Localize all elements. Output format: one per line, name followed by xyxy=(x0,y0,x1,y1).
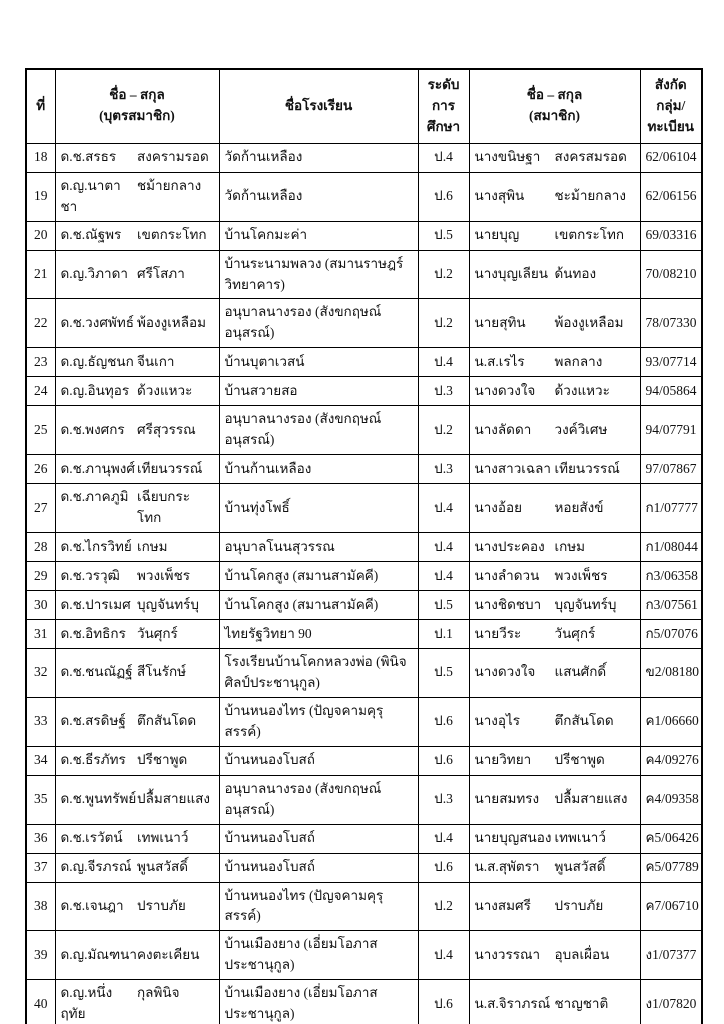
registration-number-cell: 78/07330 xyxy=(640,299,702,348)
member-name-cell xyxy=(469,299,640,348)
header-row xyxy=(26,69,702,143)
school-name-cell: อนุบาลนางรอง (สังขกฤษณ์อนุสรณ์) xyxy=(219,299,418,348)
table-row xyxy=(26,980,702,1024)
member-first-name: นางอ้อย xyxy=(474,499,523,515)
child-name-cell xyxy=(55,619,219,648)
member-name-cell xyxy=(469,348,640,377)
member-first-name: นายสุทิน xyxy=(474,314,526,330)
child-first-name: ด.ญ.ธัญชนก xyxy=(60,353,134,369)
child-name-cell xyxy=(55,250,219,299)
school-name-cell: อนุบาลนางรอง (สังขกฤษณ์อนุสรณ์) xyxy=(219,406,418,455)
child-first-name: ด.ช.ธีรภัทร xyxy=(60,752,126,768)
child-first-name: ด.ช.ณัฐพร xyxy=(60,227,122,243)
registration-number-cell: 70/08210 xyxy=(640,250,702,299)
registration-number-cell: ก3/06358 xyxy=(640,561,702,590)
child-name-cell xyxy=(55,484,219,533)
member-first-name: นางสุพิน xyxy=(474,188,525,204)
school-name-cell: วัดก้านเหลือง xyxy=(219,143,418,172)
child-first-name: ด.ช.วงศพัทธ์ xyxy=(60,314,134,330)
education-level-cell: ป.2 xyxy=(418,250,469,299)
table-row xyxy=(26,143,702,172)
table-row xyxy=(26,697,702,746)
education-level-cell: ป.3 xyxy=(418,377,469,406)
school-name-cell: บ้านโคกสูง (สมานสามัคคี) xyxy=(219,561,418,590)
school-name-cell: บ้านหนองโบสถ์ xyxy=(219,746,418,775)
child-last-name: พวงเพ็ชร xyxy=(137,567,190,583)
table-row xyxy=(26,882,702,931)
school-name-cell: อนุบาลโนนสุวรรณ xyxy=(219,532,418,561)
child-last-name: พ้องงูเหลือม xyxy=(137,314,206,330)
child-first-name: ด.ญ.หนึ่งฤทัย xyxy=(60,985,113,1022)
row-number-cell: 27 xyxy=(26,484,55,533)
member-name-cell xyxy=(469,590,640,619)
child-name-cell xyxy=(55,221,219,250)
school-name-cell: บ้านเมืองยาง (เอี่ยมโอภาสประชานุกูล) xyxy=(219,980,418,1024)
table-row xyxy=(26,931,702,980)
table-row xyxy=(26,824,702,853)
child-first-name: ด.ช.พงศกร xyxy=(60,421,125,437)
registration-number-cell: 97/07867 xyxy=(640,455,702,484)
education-level-cell: ป.3 xyxy=(418,455,469,484)
school-name-cell: บ้านก้านเหลือง xyxy=(219,455,418,484)
child-first-name: ด.ช.สรธร xyxy=(60,149,117,165)
table-row xyxy=(26,348,702,377)
registration-number-cell: ก5/07076 xyxy=(640,619,702,648)
child-last-name: ศรีโสภา xyxy=(137,266,185,282)
row-number-cell: 38 xyxy=(26,882,55,931)
member-last-name: หอยสังข์ xyxy=(554,499,604,515)
education-level-cell: ป.6 xyxy=(418,980,469,1024)
member-name-cell xyxy=(469,775,640,824)
header-member-name-line2: (สมาชิก) xyxy=(528,108,581,124)
education-level-cell: ป.4 xyxy=(418,931,469,980)
child-last-name: ศรีสุวรรณ xyxy=(137,421,196,437)
registration-number-cell: 62/06104 xyxy=(640,143,702,172)
table-row xyxy=(26,532,702,561)
member-last-name: เทียนวรรณ์ xyxy=(554,460,620,476)
school-name-cell: บ้านโคกสูง (สมานสามัคคี) xyxy=(219,590,418,619)
row-number-cell: 29 xyxy=(26,561,55,590)
member-last-name: ชาญชาติ xyxy=(554,995,609,1011)
child-first-name: ด.ช.วรวุฒิ xyxy=(60,567,120,583)
table-row xyxy=(26,853,702,882)
education-level-cell: ป.5 xyxy=(418,648,469,697)
education-level-cell: ป.4 xyxy=(418,143,469,172)
child-last-name: ด้วงแหวะ xyxy=(137,382,193,398)
table-row xyxy=(26,484,702,533)
child-first-name: ด.ญ.จีรภรณ์ xyxy=(60,859,132,875)
registration-number-cell: ค4/09358 xyxy=(640,775,702,824)
education-level-cell: ป.2 xyxy=(418,406,469,455)
registration-number-cell: ค4/09276 xyxy=(640,746,702,775)
child-name-cell xyxy=(55,377,219,406)
row-number-cell: 39 xyxy=(26,931,55,980)
header-registration xyxy=(640,69,702,143)
header-level-line2: การศึกษา xyxy=(426,97,461,134)
member-last-name: อุบลเผื่อน xyxy=(554,946,610,962)
child-last-name: ปลื้มสายแสง xyxy=(137,791,211,807)
member-first-name: นายวิทยา xyxy=(474,752,532,768)
education-level-cell: ป.4 xyxy=(418,484,469,533)
child-name-cell xyxy=(55,172,219,221)
member-name-cell xyxy=(469,172,640,221)
table-row xyxy=(26,746,702,775)
header-member-name-line1: ชื่อ – สกุล xyxy=(526,87,583,103)
member-first-name: นางลัดดา xyxy=(474,421,532,437)
row-number-cell: 33 xyxy=(26,697,55,746)
header-no: ที่ xyxy=(26,69,55,143)
member-name-cell xyxy=(469,648,640,697)
member-name-cell xyxy=(469,931,640,980)
member-first-name: นางดวงใจ xyxy=(474,664,536,680)
member-name-cell xyxy=(469,455,640,484)
table-row xyxy=(26,172,702,221)
member-last-name: ชะม้ายกลาง xyxy=(554,188,626,204)
child-first-name: ด.ช.พูนทรัพย์ xyxy=(60,791,137,807)
child-name-cell xyxy=(55,406,219,455)
row-number-cell: 28 xyxy=(26,532,55,561)
child-last-name: จีนเกา xyxy=(137,353,175,369)
school-name-cell: บ้านบุตาเวสน์ xyxy=(219,348,418,377)
member-first-name: น.ส.จิราภรณ์ xyxy=(474,995,551,1011)
child-name-cell xyxy=(55,590,219,619)
member-first-name: นายบุญ xyxy=(474,227,520,243)
row-number-cell: 37 xyxy=(26,853,55,882)
child-name-cell xyxy=(55,746,219,775)
school-name-cell: บ้านระนามพลวง (สมานราษฎร์วิทยาคาร) xyxy=(219,250,418,299)
education-level-cell: ป.6 xyxy=(418,172,469,221)
child-name-cell xyxy=(55,648,219,697)
member-first-name: นางวรรณา xyxy=(474,946,541,962)
member-last-name: แสนศักดิ์ xyxy=(554,664,607,680)
member-name-cell xyxy=(469,746,640,775)
row-number-cell: 36 xyxy=(26,824,55,853)
header-member-name xyxy=(469,69,640,143)
education-level-cell: ป.5 xyxy=(418,221,469,250)
registration-number-cell: ค7/06710 xyxy=(640,882,702,931)
member-name-cell xyxy=(469,619,640,648)
table-row xyxy=(26,590,702,619)
registration-number-cell: ก1/08044 xyxy=(640,532,702,561)
registration-number-cell: ง1/07820 xyxy=(640,980,702,1024)
member-last-name: ปรีชาพูด xyxy=(554,752,605,768)
member-first-name: นายบุญสนอง xyxy=(474,830,552,846)
child-last-name: สงครามรอด xyxy=(137,149,209,165)
registration-number-cell: ค5/07789 xyxy=(640,853,702,882)
member-last-name: พวงเพ็ชร xyxy=(554,567,608,583)
registration-number-cell: ก1/07777 xyxy=(640,484,702,533)
member-first-name: นางอุไร xyxy=(474,713,521,729)
child-last-name: ปรีชาพูด xyxy=(137,752,188,768)
member-first-name: น.ส.สุพัตรา xyxy=(474,859,540,875)
member-first-name: นายสมทรง xyxy=(474,791,540,807)
row-number-cell: 23 xyxy=(26,348,55,377)
child-last-name: เกษม xyxy=(137,538,168,554)
member-last-name: วงค์วิเศษ xyxy=(554,421,608,437)
registration-number-cell: ข2/08180 xyxy=(640,648,702,697)
school-name-cell: ไทยรัฐวิทยา 90 xyxy=(219,619,418,648)
child-last-name: คงตะเคียน xyxy=(137,946,200,962)
member-last-name: ตึกสันโดด xyxy=(554,713,614,729)
member-first-name: น.ส.เรไร xyxy=(474,353,525,369)
child-name-cell xyxy=(55,980,219,1024)
education-level-cell: ป.6 xyxy=(418,853,469,882)
registration-number-cell: 62/06156 xyxy=(640,172,702,221)
child-name-cell xyxy=(55,931,219,980)
registration-number-cell: 94/05864 xyxy=(640,377,702,406)
school-name-cell: บ้านเมืองยาง (เอี่ยมโอภาสประชานุกูล) xyxy=(219,931,418,980)
row-number-cell: 21 xyxy=(26,250,55,299)
registration-number-cell: 93/07714 xyxy=(640,348,702,377)
header-child-name-line2: (บุตรสมาชิก) xyxy=(99,108,175,124)
education-level-cell: ป.6 xyxy=(418,697,469,746)
child-name-cell xyxy=(55,348,219,377)
row-number-cell: 25 xyxy=(26,406,55,455)
child-last-name: เฉียบกระโทก xyxy=(137,489,190,526)
row-number-cell: 22 xyxy=(26,299,55,348)
member-last-name: วันศุกร์ xyxy=(554,625,596,641)
child-name-cell xyxy=(55,532,219,561)
member-name-cell xyxy=(469,484,640,533)
child-first-name: ด.ช.ภาคภูมิ xyxy=(60,489,129,505)
member-last-name: ด้วงแหวะ xyxy=(554,382,610,398)
member-last-name: ปราบภัย xyxy=(554,897,604,913)
member-last-name: พลกลาง xyxy=(554,353,603,369)
education-level-cell: ป.4 xyxy=(418,348,469,377)
header-reg-line1: สังกัด xyxy=(654,77,687,92)
education-level-cell: ป.2 xyxy=(418,882,469,931)
header-child-name xyxy=(55,69,219,143)
child-last-name: ชม้ายกลาง xyxy=(137,177,202,193)
child-first-name: ด.ญ.วิภาดา xyxy=(60,266,128,282)
school-name-cell: บ้านโคกมะค่า xyxy=(219,221,418,250)
table-row xyxy=(26,455,702,484)
table-row xyxy=(26,619,702,648)
member-first-name: นางสาวเฉลา xyxy=(474,460,551,476)
member-last-name: เขตกระโทก xyxy=(554,227,625,243)
member-first-name: นางประคอง xyxy=(474,538,545,554)
education-level-cell: ป.4 xyxy=(418,824,469,853)
child-first-name: ด.ญ.มัณฑนา xyxy=(60,946,137,962)
child-last-name: วันศุกร์ xyxy=(137,625,178,641)
member-first-name: นางสมศรี xyxy=(474,897,531,913)
member-last-name: เกษม xyxy=(554,538,586,554)
child-name-cell xyxy=(55,455,219,484)
table-row xyxy=(26,299,702,348)
child-last-name: สีโนรักษ์ xyxy=(137,664,187,680)
header-reg-line2: กลุ่ม/ทะเบียน xyxy=(647,97,694,134)
education-level-cell: ป.1 xyxy=(418,619,469,648)
member-name-cell xyxy=(469,250,640,299)
school-name-cell: บ้านสวายสอ xyxy=(219,377,418,406)
row-number-cell: 24 xyxy=(26,377,55,406)
child-name-cell xyxy=(55,697,219,746)
member-last-name: สงครสมรอด xyxy=(554,149,627,165)
child-last-name: ตึกสันโดด xyxy=(137,713,197,729)
child-last-name: เทพเนาว์ xyxy=(137,830,189,846)
school-name-cell: บ้านหนองโบสถ์ xyxy=(219,853,418,882)
table-row xyxy=(26,377,702,406)
row-number-cell: 32 xyxy=(26,648,55,697)
row-number-cell: 40 xyxy=(26,980,55,1024)
member-name-cell xyxy=(469,853,640,882)
education-level-cell: ป.4 xyxy=(418,532,469,561)
registration-number-cell: 69/03316 xyxy=(640,221,702,250)
table-row xyxy=(26,648,702,697)
education-level-cell: ป.6 xyxy=(418,746,469,775)
member-first-name: นางดวงใจ xyxy=(474,382,536,398)
child-last-name: เทียนวรรณ์ xyxy=(137,460,203,476)
header-child-name-line1: ชื่อ – สกุล xyxy=(109,87,165,103)
child-first-name: ด.ญ.อินทุอร xyxy=(60,382,130,398)
student-roster-table xyxy=(25,68,703,1024)
child-last-name: เขตกระโทก xyxy=(137,227,207,243)
child-first-name: ด.ช.สรดิษฐ์ xyxy=(60,713,126,729)
table-body xyxy=(26,143,702,1024)
member-name-cell xyxy=(469,377,640,406)
member-name-cell xyxy=(469,561,640,590)
row-number-cell: 30 xyxy=(26,590,55,619)
school-name-cell: บ้านทุ่งโพธิ์ xyxy=(219,484,418,533)
member-last-name: พูนสวัสดิ์ xyxy=(554,859,606,875)
table-row xyxy=(26,250,702,299)
member-first-name: นางชิดชบา xyxy=(474,596,542,612)
member-last-name: บุญจันทร์บุ xyxy=(554,596,617,612)
member-name-cell xyxy=(469,221,640,250)
child-last-name: พูนสวัสดิ์ xyxy=(137,859,188,875)
child-last-name: ปราบภัย xyxy=(137,897,186,913)
member-name-cell xyxy=(469,532,640,561)
child-name-cell xyxy=(55,882,219,931)
education-level-cell: ป.4 xyxy=(418,561,469,590)
member-name-cell xyxy=(469,143,640,172)
member-last-name: ปลื้มสายแสง xyxy=(554,791,628,807)
child-name-cell xyxy=(55,561,219,590)
member-last-name: พ้องงูเหลือม xyxy=(554,314,624,330)
member-last-name: ด้นทอง xyxy=(554,266,597,282)
child-first-name: ด.ช.ภานุพงศ์ xyxy=(60,460,135,476)
row-number-cell: 26 xyxy=(26,455,55,484)
table-row xyxy=(26,406,702,455)
child-last-name: บุญจันทร์บุ xyxy=(137,596,199,612)
child-name-cell xyxy=(55,299,219,348)
member-name-cell xyxy=(469,824,640,853)
row-number-cell: 19 xyxy=(26,172,55,221)
child-name-cell xyxy=(55,775,219,824)
table-row xyxy=(26,775,702,824)
row-number-cell: 18 xyxy=(26,143,55,172)
child-name-cell xyxy=(55,853,219,882)
registration-number-cell: 94/07791 xyxy=(640,406,702,455)
school-name-cell: อนุบาลนางรอง (สังขกฤษณ์อนุสรณ์) xyxy=(219,775,418,824)
school-name-cell: บ้านหนองโบสถ์ xyxy=(219,824,418,853)
member-name-cell xyxy=(469,697,640,746)
header-school: ชื่อโรงเรียน xyxy=(219,69,418,143)
child-first-name: ด.ช.เจนฎา xyxy=(60,897,124,913)
registration-number-cell: ค1/06660 xyxy=(640,697,702,746)
school-name-cell: วัดก้านเหลือง xyxy=(219,172,418,221)
registration-number-cell: ค5/06426 xyxy=(640,824,702,853)
child-name-cell xyxy=(55,143,219,172)
row-number-cell: 20 xyxy=(26,221,55,250)
member-last-name: เทพเนาว์ xyxy=(554,830,606,846)
header-level-line1: ระดับ xyxy=(427,77,460,92)
table-header xyxy=(26,69,702,143)
member-first-name: นางขนิษฐา xyxy=(474,149,541,165)
header-education-level xyxy=(418,69,469,143)
member-name-cell xyxy=(469,406,640,455)
member-name-cell xyxy=(469,980,640,1024)
child-last-name: กุลพินิจ xyxy=(137,985,180,1001)
child-name-cell xyxy=(55,824,219,853)
school-name-cell: บ้านหนองไทร (ปัญจคามคุรุสรรค์) xyxy=(219,697,418,746)
child-first-name: ด.ช.ชนณัฏฐ์ xyxy=(60,664,133,680)
row-number-cell: 31 xyxy=(26,619,55,648)
member-first-name: นายวีระ xyxy=(474,625,522,641)
child-first-name: ด.ช.เรวัตน์ xyxy=(60,830,123,846)
child-first-name: ด.ญ.นาตาชา xyxy=(60,177,121,214)
child-first-name: ด.ช.ไกรวิทย์ xyxy=(60,538,132,554)
child-first-name: ด.ช.อิทธิกร xyxy=(60,625,126,641)
education-level-cell: ป.2 xyxy=(418,299,469,348)
row-number-cell: 35 xyxy=(26,775,55,824)
child-first-name: ด.ช.ปารเมศ xyxy=(60,596,131,612)
row-number-cell: 34 xyxy=(26,746,55,775)
registration-number-cell: ก3/07561 xyxy=(640,590,702,619)
table-row xyxy=(26,561,702,590)
member-name-cell xyxy=(469,882,640,931)
member-first-name: นางบุญเลียน xyxy=(474,266,548,282)
member-first-name: นางลำดวน xyxy=(474,567,540,583)
registration-number-cell: ง1/07377 xyxy=(640,931,702,980)
education-level-cell: ป.3 xyxy=(418,775,469,824)
school-name-cell: โรงเรียนบ้านโคกหลวงพ่อ (พินิจศิลป์ประชานุกูล) xyxy=(219,648,418,697)
school-name-cell: บ้านหนองไทร (ปัญจคามคุรุสรรค์) xyxy=(219,882,418,931)
table-row xyxy=(26,221,702,250)
education-level-cell: ป.5 xyxy=(418,590,469,619)
